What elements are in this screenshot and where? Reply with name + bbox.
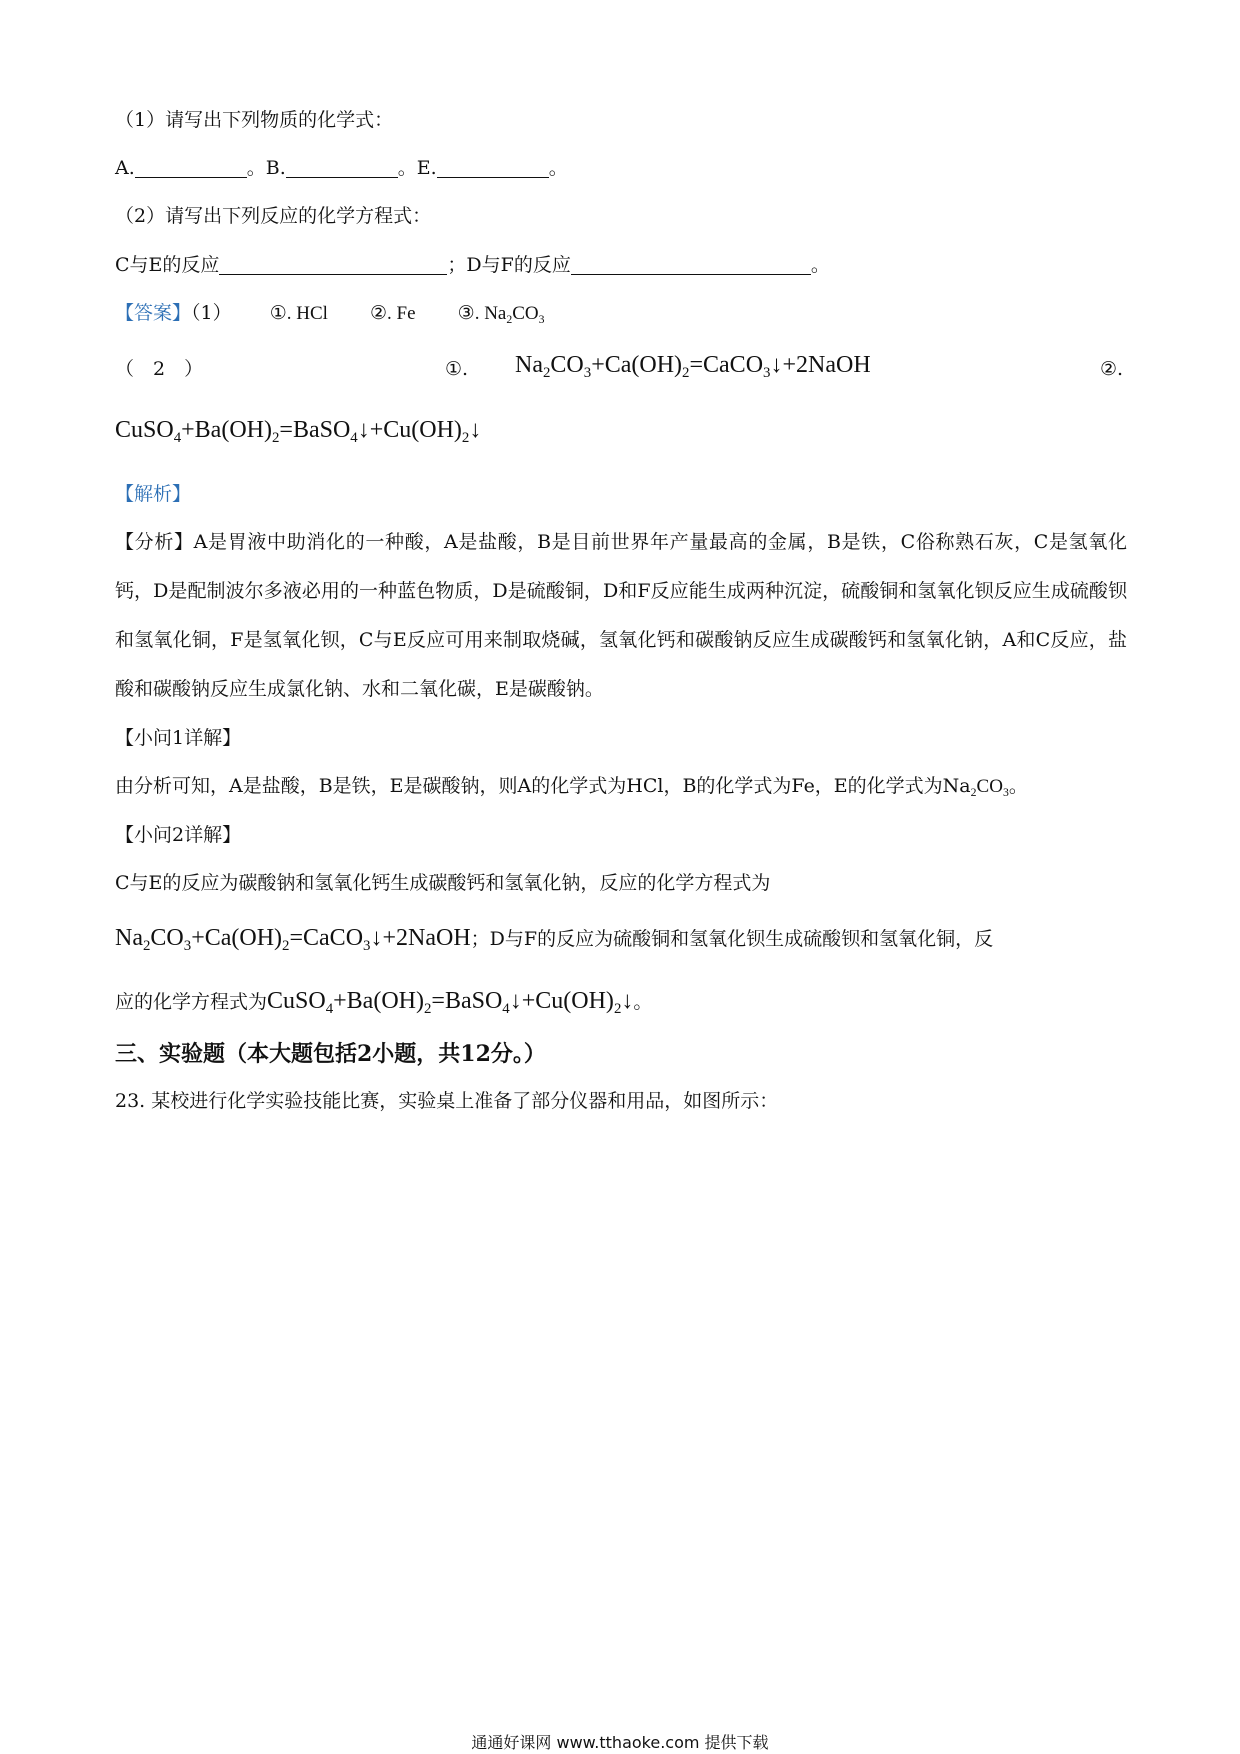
q2-blanks-row <box>115 251 830 279</box>
answer-a1: ①. HCl <box>269 303 328 324</box>
blank-b[interactable] <box>286 157 398 178</box>
label-df: ；D与F的反应 <box>447 254 571 276</box>
q1-end: 。 <box>548 157 568 179</box>
detail2-end: 。 <box>633 991 653 1013</box>
analysis-paragraph <box>115 518 1127 714</box>
detail2-tag: 【小问2详解】 <box>115 824 242 846</box>
detail2-text1: C与E的反应为碳酸钠和氢氧化钙生成碳酸钙和氢氧化钠，反应的化学方程式为 <box>115 872 771 894</box>
answer-tag: 【答案】 <box>115 302 192 324</box>
q23-text: 23. 某校进行化学实验技能比赛，实验桌上准备了部分仪器和用品，如图所示： <box>115 1090 779 1112</box>
blank-ce[interactable] <box>219 254 447 275</box>
equation-3: $Na_2CO_3+Ca(OH)_2=CaCO_3↓+2NaOH$ <box>115 925 471 955</box>
detail1-text: 由分析可知，A是盐酸，B是铁，E是碳酸钠，则A的化学式为HCl，B的化学式为Fe，E的化学式为$Na_2CO_3$。 <box>115 775 1028 800</box>
q1-blanks-row <box>115 154 568 182</box>
answer-row <box>115 299 545 328</box>
analysis-sub-tag: 【分析】 <box>115 531 194 553</box>
equation-4: $CuSO_4+Ba(OH)_2=BaSO_4↓+Cu(OH)_2↓$ <box>267 988 634 1018</box>
equation-2: $CuSO_4+Ba(OH)_2=BaSO_4↓+Cu(OH)_2↓$ <box>115 417 482 447</box>
analysis-text: A是胃液中助消化的一种酸，A是盐酸，B是目前世界年产量最高的金属，B是铁，C俗称熟石灰，C是氢氧化钙，D是配制波尔多液必用的一种蓝色物质，D是硫酸铜，D和F反应能生成两种沉淀，硫酸铜和氢氧化钡反应生成硫酸钡和氢氧化铜，F是氢氧化钡，C与E反应可用来制取烧碱，氢氧化钙和碳酸钠反应生成碳酸钙和氢氧化钠，A和C反应，盐酸和碳酸钠反应生成氯化钠、水和二氧化碳，E是碳酸钠。 <box>115 531 1127 700</box>
answer-a2: ②. Fe <box>370 303 416 324</box>
blank-e[interactable] <box>437 157 549 178</box>
detail2-row <box>115 924 993 953</box>
answer-marker-1: ①. <box>445 358 469 380</box>
label-e: 。E. <box>397 157 437 179</box>
label-a: A. <box>115 157 135 179</box>
equation-1: $Na_2CO_3+Ca(OH)_2=CaCO_3↓+2NaOH$ <box>515 352 871 382</box>
q1-prompt: （1）请写出下列物质的化学式： <box>115 109 394 131</box>
q2-end: 。 <box>810 254 830 276</box>
answer-part1: （1） <box>191 302 232 324</box>
detail2-text2: ；D与F的反应为硫酸铜和氢氧化钡生成硫酸钡和氢氧化铜，反 <box>470 928 994 950</box>
label-ce: C与E的反应 <box>115 254 220 276</box>
footer-text: 通通好课网 www.tthaoke.com 提供下载 <box>471 1733 769 1752</box>
blank-df[interactable] <box>571 254 811 275</box>
q2-prompt: （2）请写出下列反应的化学方程式： <box>115 205 432 227</box>
detail2-row2 <box>115 987 652 1016</box>
section3-title: 三、实验题（本大题包括2小题，共12分。） <box>115 1041 546 1067</box>
answer-a3: ③. $Na_2CO_3$ <box>457 303 545 327</box>
answer-part2-label: （ 2 ） <box>115 358 204 380</box>
detail2-text3: 应的化学方程式为 <box>115 991 268 1013</box>
label-b: 。B. <box>246 157 286 179</box>
blank-a[interactable] <box>135 157 247 178</box>
answer-marker-2: ②. <box>1100 358 1124 380</box>
detail1-tag: 【小问1详解】 <box>115 727 242 749</box>
analysis-tag: 【解析】 <box>115 483 192 505</box>
